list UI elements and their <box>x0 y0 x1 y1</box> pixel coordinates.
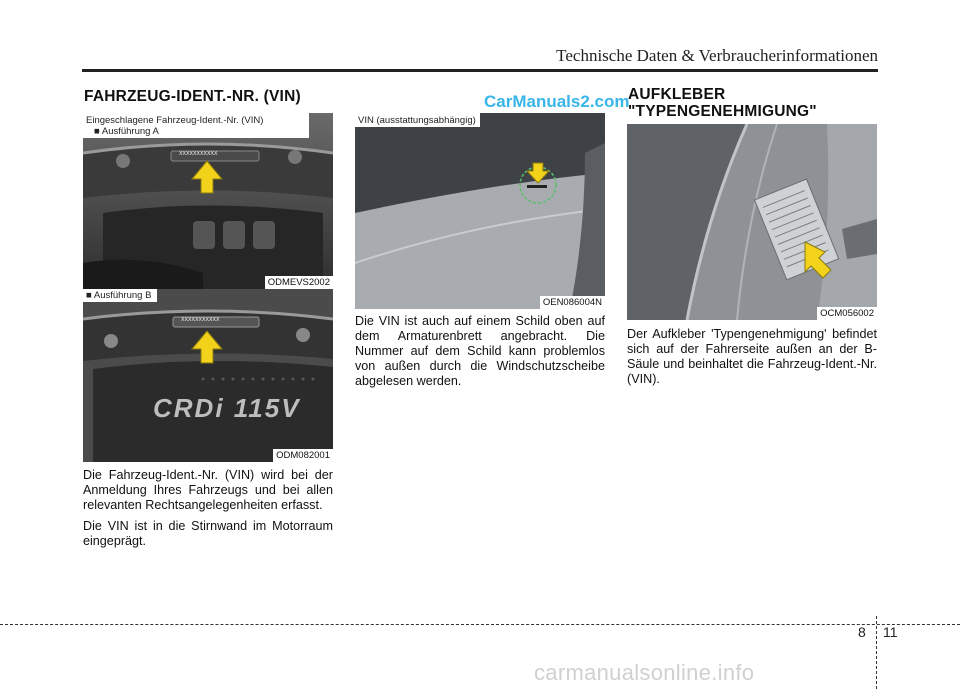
right-paragraph: Der Aufkleber 'Typengenehmigung' befindet sich auf der Fahrerseite außen an der B-Säule und beinhaltet die Fahrzeug-Ident.-Nr. (VIN). <box>627 327 877 386</box>
vin-plate-text-a: xxxxxxxxxxx <box>179 150 218 157</box>
middle-paragraph: Die VIN ist auch auf einem Schild oben auf dem Armaturenbrett angebracht. Die Nummer auf dem Schild kann problemlos von außen durch die Windschutzscheibe abgelesen werden. <box>355 314 605 388</box>
image-code-b: ODM082001 <box>273 449 333 462</box>
chapter-number: 8 <box>858 624 866 640</box>
image-code-a: ODMEVS2002 <box>265 276 333 289</box>
image-code-mid: OEN086004N <box>540 296 605 309</box>
image-code-right: OCM056002 <box>817 307 877 320</box>
heading-line-2: "TYPENGENEHMIGUNG" <box>628 103 817 120</box>
footer-rule <box>0 624 960 625</box>
watermark-carmanualsonline: carmanualsonline.info <box>534 660 755 685</box>
right-body-text <box>627 327 877 393</box>
photo-engine-bay-b <box>83 289 333 462</box>
section-heading-typenschild <box>628 86 817 120</box>
watermark-carmanuals: CarManuals2.com <box>484 92 630 111</box>
page-number: 11 <box>883 624 898 640</box>
left-body-text <box>83 468 333 555</box>
header-rule <box>82 69 878 72</box>
heading-line-1: AUFKLEBER <box>628 86 726 103</box>
photo-engine-bay-a <box>83 113 333 289</box>
running-header: Technische Daten & Verbraucherinformationen <box>556 46 878 65</box>
photo-b-pillar-label <box>627 124 877 320</box>
caption-variant-b: ■ Ausführung B <box>83 289 157 302</box>
caption-variant-a: ■ Ausführung A <box>94 126 159 137</box>
caption-vin-optional: VIN (ausstattungsabhängig) <box>355 113 480 127</box>
caption-title: Eingeschlagene Fahrzeug-Ident.-Nr. (VIN) <box>86 115 264 126</box>
engine-cover-badge: CRDi 115V <box>153 393 301 423</box>
vin-plate-text-b: xxxxxxxxxxx <box>181 316 220 323</box>
section-heading-vin: FAHRZEUG-IDENT.-NR. (VIN) <box>84 88 301 105</box>
middle-body-text <box>355 314 605 395</box>
caption-engraved-vin <box>83 113 309 138</box>
footer-divider <box>876 616 877 689</box>
left-paragraph-1: Die Fahrzeug-Ident.-Nr. (VIN) wird bei der Anmeldung Ihres Fahrzeugs und bei allen relevanten Rechtsangelegenheiten erfasst. <box>83 468 333 512</box>
left-paragraph-2: Die VIN ist in die Stirnwand im Motorraum eingeprägt. <box>83 519 333 548</box>
photo-dashboard-vin <box>355 113 605 309</box>
